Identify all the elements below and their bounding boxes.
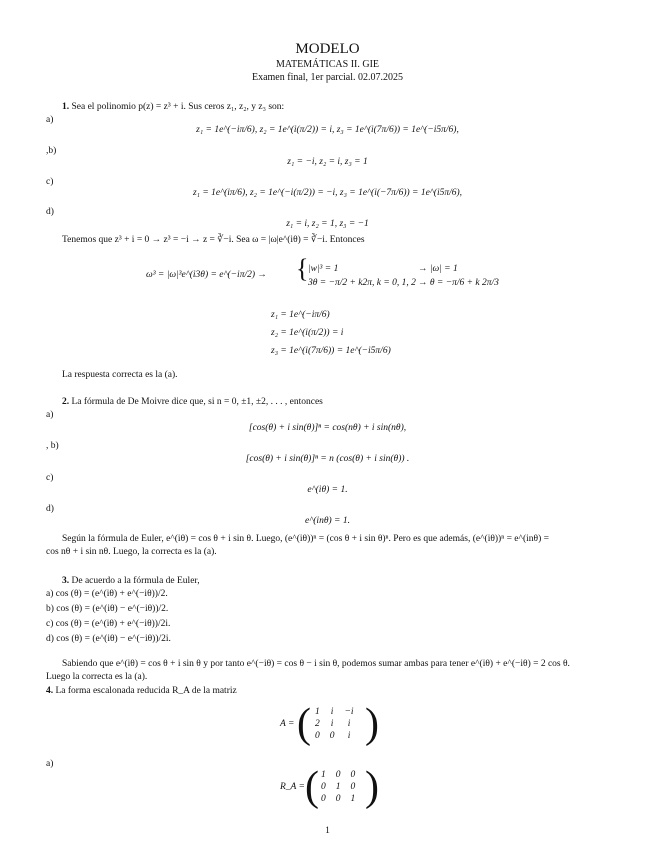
matrix-row <box>310 730 359 742</box>
q2-option-b-equation: [cos(θ) + i sin(θ)]ⁿ = n (cos(θ) + i sin(θ)) . <box>245 454 410 464</box>
q2-option-a-equation: [cos(θ) + i sin(θ)]ⁿ = cos(nθ) + i sin(nθ), <box>248 423 407 433</box>
q1-option-b-label: ,b) <box>46 146 57 156</box>
q3-stem-text: De acuerdo a la fórmula de Euler, <box>71 576 200 586</box>
q1-option-c-label: c) <box>46 177 54 187</box>
left-brace: { <box>296 254 309 283</box>
q1-system-row1-a: |w|³ = 1 <box>308 264 339 274</box>
q3-number: 3. <box>62 576 70 586</box>
matrix-cell: 0 <box>350 782 356 792</box>
matrix-RA-right-paren: ) <box>365 764 379 810</box>
q1-answer: La respuesta correcta es la (a). <box>62 370 178 380</box>
matrix-RA-label: R_A = <box>280 782 305 792</box>
q4-stem <box>46 686 237 697</box>
q1-z3: z₃ = 1e^(i(7π/6)) = 1e^(−i5π/6) <box>271 346 391 356</box>
q1-option-d-equation: z₁ = i, z₂ = 1, z₃ = −1 <box>286 219 369 229</box>
matrix-cell: 0 <box>321 782 326 792</box>
q1-stem <box>62 102 284 113</box>
matrix-RA-left-paren: ( <box>305 764 319 810</box>
q1-number: 1. <box>62 102 70 112</box>
matrix-cell: 1 <box>315 707 320 717</box>
matrix-cell: 2 <box>315 719 320 729</box>
matrix-cell: 1 <box>350 794 356 804</box>
q1-system-row2-b: → θ = −π/6 + k 2π/3 <box>418 278 499 288</box>
q2-option-b-label: , b) <box>46 441 59 451</box>
matrix-row <box>310 718 359 730</box>
document-subtitle: MATEMÁTICAS II. GIE <box>275 59 380 70</box>
q3-option-d: d) cos (θ) = (e^(iθ) − e^(−iθ))/2i. <box>46 634 171 644</box>
q3-option-c: c) cos (θ) = (e^(iθ) + e^(−iθ))/2i. <box>46 619 171 629</box>
matrix-cell: 0 <box>350 770 356 780</box>
q4-number: 4. <box>46 686 54 696</box>
matrix-cell: i <box>347 731 351 741</box>
q1-stem-text: Sea el polinomio p(z) = z³ + i. Sus ceros z₁, z₂, y z₃ son: <box>71 102 285 112</box>
q3-explanation-line1: Sabiendo que e^(iθ) = cos θ + i sin θ y por tanto e^(−iθ) = cos θ − i sin θ, podemos sumar ambas para tener e^(iθ) + e^(−iθ) = 2 cos θ. <box>62 659 570 669</box>
matrix-cell: i <box>330 707 334 717</box>
q1-system-row1-b: → |ω| = 1 <box>418 264 458 274</box>
matrix-row <box>316 769 360 781</box>
document-title: MODELO <box>295 41 360 57</box>
q3-option-a: a) cos (θ) = (e^(iθ) + e^(−iθ))/2. <box>46 589 168 599</box>
matrix-cell: 0 <box>335 770 341 780</box>
matrix-A <box>310 706 359 742</box>
q2-explanation-line2: cos nθ + i sin nθ. Luego, la correcta es la (a). <box>46 547 217 557</box>
matrix-A-left-paren: ( <box>297 701 311 747</box>
exam-info: Examen final, 1er parcial. 02.07.2025 <box>251 72 404 83</box>
matrix-cell: 0 <box>321 794 326 804</box>
matrix-cell: i <box>330 719 334 729</box>
q2-stem <box>62 397 323 408</box>
q3-explanation-line2: Luego la correcta es la (a). <box>46 672 148 682</box>
q2-option-c-label: c) <box>46 473 54 483</box>
matrix-cell: 0 <box>315 731 320 741</box>
q1-explanation: Tenemos que z³ + i = 0 → z³ = −i → z = ∛−i. Sea ω = |ω|e^(iθ) = ∛−i. Entonces <box>62 235 365 245</box>
matrix-RA <box>316 769 360 805</box>
q2-number: 2. <box>62 397 70 407</box>
q1-option-d-label: d) <box>46 207 54 217</box>
page-number: 1 <box>325 826 330 836</box>
q4-stem-text: La forma escalonada reducida R_A de la matriz <box>55 686 237 696</box>
q1-option-b-equation: z₁ = −i, z₂ = i, z₃ = 1 <box>287 157 368 167</box>
q2-option-c-equation: e^(iθ) = 1. <box>307 485 348 495</box>
q1-option-a-label: a) <box>46 115 54 125</box>
q1-option-a-equation: z₁ = 1e^(−iπ/6), z₂ = 1e^(i(π/2)) = i, z₃ = 1e^(i(7π/6)) = 1e^(−i5π/6), <box>196 125 459 135</box>
matrix-cell: −i <box>344 707 354 717</box>
matrix-cell: 0 <box>335 794 341 804</box>
matrix-cell: i <box>347 719 351 729</box>
matrix-row <box>316 781 360 793</box>
q3-option-b: b) cos (θ) = (e^(iθ) − e^(−iθ))/2. <box>46 604 169 614</box>
q2-option-d-equation: e^(inθ) = 1. <box>305 516 350 526</box>
q1-system-row2-a: 3θ = −π/2 + k2π, k = 0, 1, 2 <box>308 278 416 288</box>
q1-z2: z₂ = 1e^(i(π/2)) = i <box>271 328 344 338</box>
matrix-A-label: A = <box>280 719 295 729</box>
q1-system-left: ω³ = |ω|³e^(i3θ) = e^(−iπ/2) → <box>146 270 267 280</box>
q1-z1: z₁ = 1e^(−iπ/6) <box>271 310 330 320</box>
q2-explanation-line1: Según la fórmula de Euler, e^(iθ) = cos θ + i sin θ. Luego, (e^(iθ))ⁿ = (cos θ + i sin θ)ⁿ. Pero es que además, (e^(iθ))ⁿ = e^(inθ) = <box>62 534 549 544</box>
matrix-row <box>310 706 359 718</box>
matrix-cell: 1 <box>321 770 326 780</box>
q3-stem <box>62 576 200 587</box>
matrix-cell: 1 <box>335 782 341 792</box>
q2-option-d-label: d) <box>46 504 54 514</box>
q2-stem-text: La fórmula de De Moivre dice que, si n = 0, ±1, ±2, . . . , entonces <box>71 397 323 407</box>
q2-option-a-label: a) <box>46 410 54 420</box>
q1-option-c-equation: z₁ = 1e^(iπ/6), z₂ = 1e^(−i(π/2)) = −i, z₃ = 1e^(i(−7π/6)) = 1e^(i5π/6), <box>192 188 463 198</box>
matrix-row <box>316 793 360 805</box>
q4-option-a-label: a) <box>46 759 54 769</box>
matrix-A-right-paren: ) <box>365 701 379 747</box>
matrix-cell: 0 <box>329 731 335 741</box>
